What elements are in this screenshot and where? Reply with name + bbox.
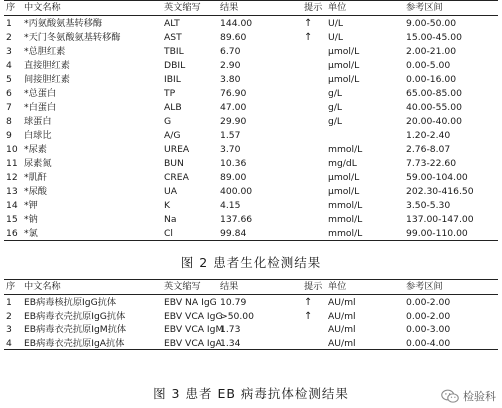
- cell-index: 14: [6, 200, 18, 211]
- cell-result: 3.70: [220, 144, 241, 155]
- cell-flag: ↑: [304, 32, 313, 43]
- cell-en-abbr: EBV VCA IgA: [164, 337, 222, 349]
- header-unit: 单位: [328, 2, 347, 13]
- cell-ref-range: 20.00-40.00: [406, 116, 462, 127]
- cell-index: 12: [6, 172, 18, 183]
- cell-ref-range: 99.00-110.00: [406, 228, 468, 239]
- cell-unit: mmol/L: [328, 214, 363, 225]
- table-row: [4, 114, 498, 129]
- cell-flag: ↑: [304, 310, 313, 322]
- cell-cn-name: *钠: [24, 214, 38, 225]
- cell-result: 89.00: [220, 172, 247, 183]
- cell-en-abbr: EBV VCA IgG: [164, 310, 223, 322]
- cell-en-abbr: DBIL: [164, 60, 186, 71]
- header-index: 序: [6, 281, 16, 292]
- cell-en-abbr: CREA: [164, 172, 189, 183]
- cell-cn-name: *白蛋白: [24, 102, 57, 113]
- cell-index: 7: [6, 102, 12, 113]
- cell-index: 3: [6, 46, 12, 57]
- wechat-icon: [441, 389, 459, 404]
- cell-cn-name: 白球比: [24, 130, 52, 141]
- cell-result: 10.79: [220, 297, 247, 308]
- cell-flag: ↑: [304, 297, 313, 308]
- cell-unit: μmol/L: [328, 46, 360, 57]
- cell-unit: μmol/L: [328, 186, 360, 197]
- cell-ref-range: 1.20-2.40: [406, 130, 451, 141]
- table-row: [4, 58, 498, 73]
- cell-unit: μmol/L: [328, 74, 360, 85]
- cell-en-abbr: ALB: [164, 102, 182, 113]
- cell-index: 1: [6, 18, 12, 29]
- cell-result: 144.00: [220, 18, 253, 29]
- cell-result: 10.36: [220, 158, 247, 169]
- cell-ref-range: 15.00-45.00: [406, 32, 462, 43]
- cell-en-abbr: TP: [164, 88, 176, 99]
- cell-cn-name: *总胆红素: [24, 46, 66, 57]
- cell-en-abbr: EBV VCA IgM: [164, 324, 224, 335]
- cell-unit: AU/ml: [328, 297, 356, 308]
- cell-index: 10: [6, 144, 18, 155]
- cell-index: 2: [6, 32, 12, 43]
- header-cn-name: 中文名称: [24, 2, 61, 13]
- cell-unit: μmol/L: [328, 172, 360, 183]
- cell-ref-range: 0.00-16.00: [406, 74, 457, 85]
- cell-cn-name: 球蛋白: [24, 116, 52, 127]
- biochem-table: [4, 0, 498, 240]
- cell-result: 29.90: [220, 116, 247, 127]
- cell-cn-name: EB病毒核抗原IgG抗体: [24, 297, 117, 308]
- cell-unit: mg/dL: [328, 158, 357, 169]
- cell-cn-name: *丙氨酸氨基转移酶: [24, 18, 103, 29]
- cell-index: 6: [6, 88, 12, 99]
- cell-en-abbr: BUN: [164, 158, 184, 169]
- cell-cn-name: *天门冬氨酸氨基转移酶: [24, 32, 121, 43]
- cell-index: 9: [6, 130, 12, 141]
- table-row: [4, 156, 498, 171]
- header-result: 结果: [220, 2, 239, 13]
- cell-index: 4: [6, 60, 12, 71]
- cell-result: 4.15: [220, 200, 241, 211]
- cell-unit: mmol/L: [328, 144, 363, 155]
- table-row: [4, 170, 498, 185]
- figure-caption-ebv: 图 3 患者 EB 病毒抗体检测结果: [153, 386, 349, 401]
- cell-cn-name: 间接胆红素: [24, 74, 70, 85]
- cell-cn-name: EB病毒衣壳抗原IgM抗体: [24, 324, 127, 335]
- cell-en-abbr: UA: [164, 186, 178, 197]
- cell-result: 89.60: [220, 32, 247, 43]
- cell-index: 13: [6, 186, 18, 197]
- table-row: [4, 212, 498, 227]
- cell-index: 4: [6, 337, 12, 349]
- cell-result: >50.00: [220, 310, 255, 322]
- cell-cn-name: EB病毒衣壳抗原IgA抗体: [24, 337, 125, 349]
- header-en-abbr: 英文缩写: [164, 281, 201, 292]
- cell-en-abbr: EBV NA IgG: [164, 297, 217, 308]
- cell-en-abbr: A/G: [164, 130, 181, 141]
- cell-result: 1.34: [220, 337, 241, 349]
- cell-unit: g/L: [328, 102, 343, 113]
- cell-result: 76.90: [220, 88, 247, 99]
- cell-en-abbr: Na: [164, 214, 177, 225]
- cell-cn-name: *氯: [24, 228, 38, 239]
- cell-result: 400.00: [220, 186, 253, 197]
- cell-ref-range: 7.73-22.60: [406, 158, 457, 169]
- cell-cn-name: 尿素氮: [24, 158, 52, 169]
- figure-caption-biochem: 图 2 患者生化检测结果: [180, 255, 322, 270]
- header-result: 结果: [220, 281, 239, 292]
- cell-cn-name: *总蛋白: [24, 88, 57, 99]
- cell-en-abbr: AST: [164, 32, 182, 43]
- header-index: 序: [6, 2, 16, 13]
- table-bottom-rule: [4, 240, 498, 241]
- watermark: [441, 388, 496, 404]
- cell-ref-range: 65.00-85.00: [406, 88, 462, 99]
- cell-unit: AU/ml: [328, 310, 356, 322]
- cell-result: 3.80: [220, 74, 241, 85]
- table-header-row: [4, 0, 498, 15]
- cell-ref-range: 59.00-104.00: [406, 172, 468, 183]
- watermark-text: 检验科: [463, 390, 496, 403]
- cell-result: 47.00: [220, 102, 247, 113]
- cell-result: 1.57: [220, 130, 241, 141]
- cell-unit: U/L: [328, 18, 343, 29]
- ebv-antibody-table: [4, 279, 498, 349]
- cell-ref-range: 0.00-2.00: [406, 310, 451, 322]
- cell-index: 8: [6, 116, 12, 127]
- table-row: [4, 100, 498, 115]
- cell-result: 6.70: [220, 46, 241, 57]
- cell-en-abbr: K: [164, 200, 171, 211]
- cell-ref-range: 2.00-21.00: [406, 46, 457, 57]
- cell-ref-range: 0.00-4.00: [406, 337, 451, 349]
- table-row: [4, 72, 498, 87]
- cell-cn-name: *钾: [24, 200, 38, 211]
- table-row: [4, 184, 498, 199]
- cell-ref-range: 0.00-2.00: [406, 297, 451, 308]
- cell-cn-name: *尿酸: [24, 186, 47, 197]
- cell-cn-name: *尿素: [24, 144, 47, 155]
- cell-result: 137.66: [220, 214, 253, 225]
- table-bottom-rule: [4, 349, 498, 350]
- cell-ref-range: 202.30-416.50: [406, 186, 474, 197]
- table-row: [4, 30, 498, 45]
- cell-en-abbr: ALT: [164, 18, 180, 29]
- cell-en-abbr: G: [164, 116, 172, 127]
- table-row: [4, 16, 498, 31]
- cell-index: 2: [6, 310, 12, 322]
- table-row: [4, 226, 498, 241]
- cell-result: 99.84: [220, 228, 247, 239]
- cell-en-abbr: TBIL: [164, 46, 184, 57]
- cell-unit: μmol/L: [328, 60, 360, 71]
- cell-unit: mmol/L: [328, 200, 363, 211]
- cell-unit: AU/ml: [328, 324, 356, 335]
- cell-unit: mmol/L: [328, 228, 363, 239]
- table-row: [4, 44, 498, 59]
- cell-index: 5: [6, 74, 12, 85]
- cell-unit: g/L: [328, 116, 343, 127]
- header-ref-range: 参考区间: [406, 281, 443, 292]
- cell-ref-range: 0.00-5.00: [406, 60, 451, 71]
- cell-index: 1: [6, 297, 12, 308]
- cell-flag: ↑: [304, 18, 313, 29]
- cell-en-abbr: UREA: [164, 144, 190, 155]
- cell-ref-range: 137.00-147.00: [406, 214, 474, 225]
- cell-index: 16: [6, 228, 18, 239]
- cell-en-abbr: Cl: [164, 228, 173, 239]
- header-en-abbr: 英文缩写: [164, 2, 201, 13]
- cell-cn-name: *肌酐: [24, 172, 47, 183]
- cell-ref-range: 0.00-3.00: [406, 324, 451, 335]
- cell-unit: g/L: [328, 88, 343, 99]
- header-cn-name: 中文名称: [24, 281, 61, 292]
- cell-en-abbr: IBIL: [164, 74, 181, 85]
- cell-result: 2.90: [220, 60, 241, 71]
- cell-cn-name: EB病毒衣壳抗原IgG抗体: [24, 310, 126, 322]
- header-unit: 单位: [328, 281, 347, 292]
- cell-cn-name: 直接胆红素: [24, 60, 70, 71]
- cell-ref-range: 3.50-5.30: [406, 200, 451, 211]
- table-row: [4, 142, 498, 157]
- header-flag: 提示: [304, 281, 323, 292]
- cell-ref-range: 40.00-55.00: [406, 102, 462, 113]
- cell-result: 1.73: [220, 324, 241, 335]
- cell-index: 3: [6, 324, 12, 335]
- header-flag: 提示: [304, 2, 323, 13]
- table-row: [4, 86, 498, 101]
- cell-ref-range: 9.00-50.00: [406, 18, 457, 29]
- cell-index: 15: [6, 214, 18, 225]
- table-row: [4, 128, 498, 143]
- table-header-row: [4, 279, 498, 294]
- cell-index: 11: [6, 158, 18, 169]
- header-ref-range: 参考区间: [406, 2, 443, 13]
- cell-unit: U/L: [328, 32, 343, 43]
- table-row: [4, 198, 498, 213]
- cell-unit: AU/ml: [328, 337, 356, 349]
- cell-ref-range: 2.76-8.07: [406, 144, 451, 155]
